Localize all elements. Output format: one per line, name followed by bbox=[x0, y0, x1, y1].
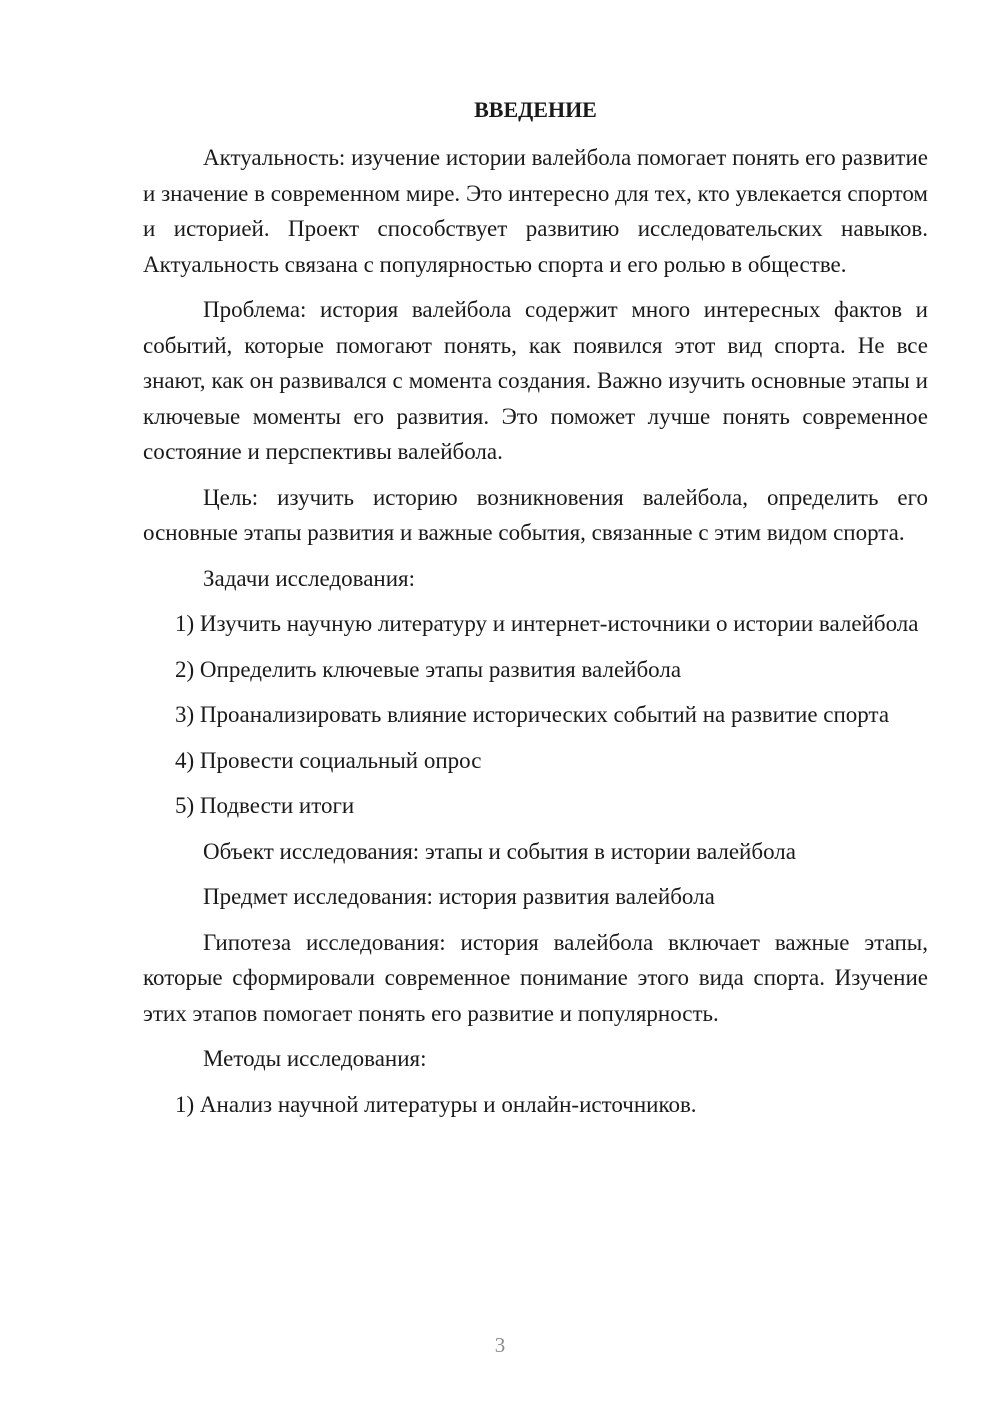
document-page bbox=[143, 92, 928, 1132]
object-paragraph: Объект исследования: этапы и события в истории валейбола bbox=[203, 838, 796, 864]
task-item-2: 2) Определить ключевые этапы развития валейбола bbox=[175, 656, 682, 682]
goal-paragraph: Цель: изучить историю возникновения валейбола, определить его основные этапы развития и важные события, связанные с этим видом спорта. bbox=[143, 484, 928, 545]
task-item-1: 1) Изучить научную литературу и интернет-источники о истории валейбола bbox=[175, 611, 919, 636]
problem-paragraph: Проблема: история валейбола содержит много интересных фактов и событий, которые помогают понять, как появился этот вид спорта. Не все знают, как он развивался с момента создания. Важно изучить основные этапы и ключевые моменты его развития. Это поможет лучше понять современное состояние и перспективы валейбола. bbox=[143, 297, 928, 464]
section-heading: ВВЕДЕНИЕ bbox=[474, 97, 597, 122]
methods-title: Методы исследования: bbox=[203, 1046, 427, 1071]
relevance-paragraph: Актуальность: изучение истории валейбола помогает понять его развитие и значение в современном мире. Это интересно для тех, кто увлекается спортом и историей. Проект способствует развитию исследовательских навыков. Актуальность связана с популярностью спорта и его ролью в обществе. bbox=[143, 145, 928, 277]
task-item-4: 4) Провести социальный опрос bbox=[175, 747, 482, 773]
page-number: 3 bbox=[494, 1333, 506, 1357]
task-item-3: 3) Проанализировать влияние исторических событий на развитие спорта bbox=[175, 702, 890, 727]
hypothesis-paragraph: Гипотеза исследования: история валейбола включает важные этапы, которые сформировали современное понимание этого вида спорта. Изучение этих этапов помогает понять его развитие и популярность. bbox=[143, 929, 928, 1026]
subject-paragraph: Предмет исследования: история развития валейбола bbox=[203, 884, 715, 909]
tasks-title: Задачи исследования: bbox=[203, 565, 416, 591]
method-item-1: 1) Анализ научной литературы и онлайн-источников. bbox=[175, 1091, 697, 1117]
task-item-5: 5) Подвести итоги bbox=[175, 793, 355, 818]
